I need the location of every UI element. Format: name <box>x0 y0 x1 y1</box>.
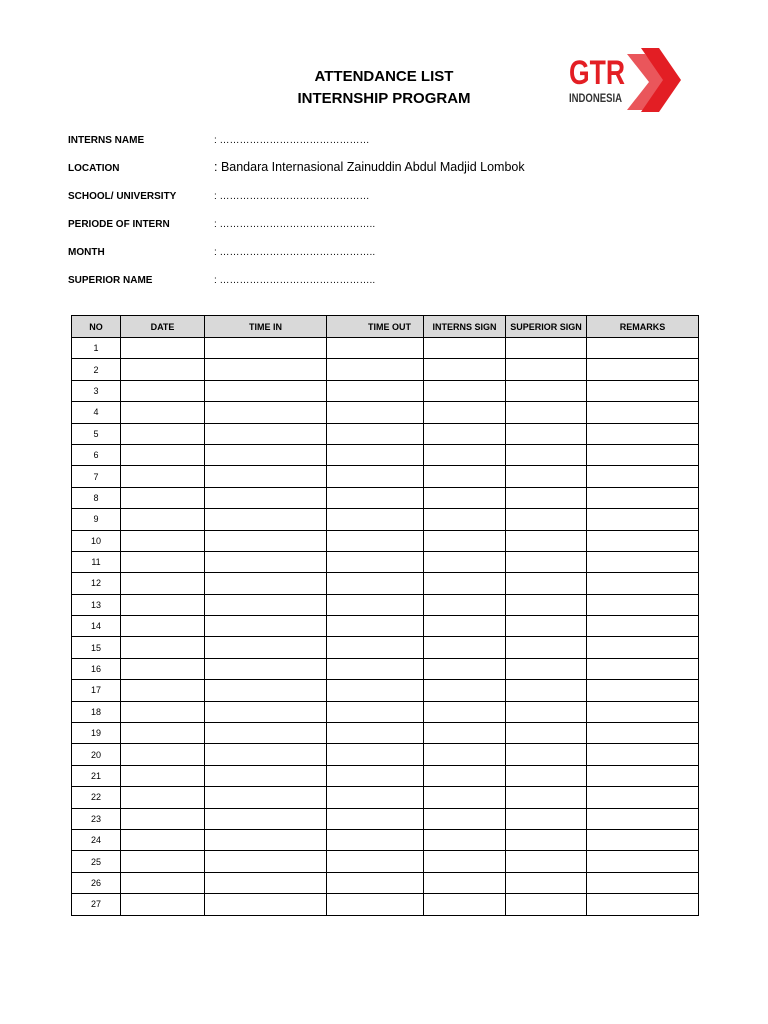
row-number: 21 <box>72 765 121 786</box>
remarks-cell[interactable] <box>587 359 699 380</box>
table-row <box>72 551 699 572</box>
field-label: INTERNS NAME <box>68 135 145 146</box>
time-in-cell[interactable] <box>205 616 327 637</box>
time-out-cell[interactable] <box>327 851 424 872</box>
remarks-cell[interactable] <box>587 423 699 444</box>
table-row <box>72 444 699 465</box>
superior-sign-cell[interactable] <box>506 594 587 615</box>
date-cell[interactable] <box>121 530 205 551</box>
row-number: 9 <box>72 509 121 530</box>
time-in-cell[interactable] <box>205 829 327 850</box>
time-out-cell[interactable] <box>327 338 424 359</box>
time-out-cell[interactable] <box>327 359 424 380</box>
superior-sign-cell[interactable] <box>506 723 587 744</box>
time-out-cell[interactable] <box>327 765 424 786</box>
interns-sign-cell[interactable] <box>424 723 506 744</box>
field-value: : ……………………………………… <box>214 135 370 146</box>
table-row <box>72 787 699 808</box>
row-number: 27 <box>72 894 121 915</box>
field-label: SUPERIOR NAME <box>68 275 153 286</box>
table-row <box>72 701 699 722</box>
remarks-cell[interactable] <box>587 487 699 508</box>
time-in-cell[interactable] <box>205 380 327 401</box>
field-value: : ……………………………………….. <box>214 275 376 286</box>
row-number: 8 <box>72 487 121 508</box>
superior-sign-cell[interactable] <box>506 487 587 508</box>
date-cell[interactable] <box>121 723 205 744</box>
date-cell[interactable] <box>121 402 205 423</box>
table-row <box>72 338 699 359</box>
time-in-cell[interactable] <box>205 466 327 487</box>
field-label: SCHOOL/ UNIVERSITY <box>68 191 177 202</box>
interns-sign-cell[interactable] <box>424 338 506 359</box>
interns-sign-cell[interactable] <box>424 509 506 530</box>
superior-sign-cell[interactable] <box>506 616 587 637</box>
row-number: 14 <box>72 616 121 637</box>
date-cell[interactable] <box>121 637 205 658</box>
time-out-cell[interactable] <box>327 872 424 893</box>
table-row <box>72 423 699 444</box>
superior-sign-cell[interactable] <box>506 808 587 829</box>
time-in-cell[interactable] <box>205 658 327 679</box>
row-number: 1 <box>72 338 121 359</box>
interns-sign-cell[interactable] <box>424 530 506 551</box>
date-cell[interactable] <box>121 423 205 444</box>
interns-sign-cell[interactable] <box>424 851 506 872</box>
row-number: 16 <box>72 658 121 679</box>
remarks-cell[interactable] <box>587 402 699 423</box>
time-in-cell[interactable] <box>205 787 327 808</box>
time-out-cell[interactable] <box>327 894 424 915</box>
row-number: 19 <box>72 723 121 744</box>
superior-sign-cell[interactable] <box>506 829 587 850</box>
superior-sign-cell[interactable] <box>506 680 587 701</box>
table-header-row <box>72 316 699 338</box>
date-cell[interactable] <box>121 380 205 401</box>
time-in-cell[interactable] <box>205 637 327 658</box>
row-number: 3 <box>72 380 121 401</box>
interns-sign-cell[interactable] <box>424 423 506 444</box>
interns-sign-cell[interactable] <box>424 444 506 465</box>
time-out-cell[interactable] <box>327 573 424 594</box>
time-in-cell[interactable] <box>205 423 327 444</box>
superior-sign-cell[interactable] <box>506 380 587 401</box>
date-cell[interactable] <box>121 616 205 637</box>
time-in-cell[interactable] <box>205 872 327 893</box>
interns-sign-cell[interactable] <box>424 894 506 915</box>
interns-sign-cell[interactable] <box>424 487 506 508</box>
table-row <box>72 509 699 530</box>
interns-sign-cell[interactable] <box>424 808 506 829</box>
superior-sign-cell[interactable] <box>506 701 587 722</box>
superior-sign-cell[interactable] <box>506 787 587 808</box>
superior-sign-cell[interactable] <box>506 423 587 444</box>
date-cell[interactable] <box>121 551 205 572</box>
time-in-cell[interactable] <box>205 551 327 572</box>
remarks-cell[interactable] <box>587 787 699 808</box>
row-number: 11 <box>72 551 121 572</box>
table-row <box>72 658 699 679</box>
time-out-cell[interactable] <box>327 637 424 658</box>
row-number: 10 <box>72 530 121 551</box>
date-cell[interactable] <box>121 744 205 765</box>
field-label: LOCATION <box>68 163 120 174</box>
table-row <box>72 402 699 423</box>
remarks-cell[interactable] <box>587 829 699 850</box>
time-out-cell[interactable] <box>327 616 424 637</box>
date-cell[interactable] <box>121 808 205 829</box>
time-out-cell[interactable] <box>327 466 424 487</box>
date-cell[interactable] <box>121 872 205 893</box>
table-row <box>72 380 699 401</box>
row-number: 2 <box>72 359 121 380</box>
interns-sign-cell[interactable] <box>424 787 506 808</box>
time-out-cell[interactable] <box>327 444 424 465</box>
row-number: 23 <box>72 808 121 829</box>
time-in-cell[interactable] <box>205 402 327 423</box>
remarks-cell[interactable] <box>587 680 699 701</box>
interns-sign-cell[interactable] <box>424 765 506 786</box>
remarks-cell[interactable] <box>587 894 699 915</box>
field-value: : ……………………………………….. <box>214 247 376 258</box>
date-cell[interactable] <box>121 573 205 594</box>
date-cell[interactable] <box>121 701 205 722</box>
remarks-cell[interactable] <box>587 509 699 530</box>
superior-sign-cell[interactable] <box>506 444 587 465</box>
time-out-cell[interactable] <box>327 594 424 615</box>
remarks-cell[interactable] <box>587 616 699 637</box>
date-cell[interactable] <box>121 338 205 359</box>
superior-sign-cell[interactable] <box>506 338 587 359</box>
remarks-cell[interactable] <box>587 872 699 893</box>
time-in-cell[interactable] <box>205 594 327 615</box>
superior-sign-cell[interactable] <box>506 872 587 893</box>
interns-sign-cell[interactable] <box>424 637 506 658</box>
table-row <box>72 637 699 658</box>
column-header-time-in: TIME IN <box>205 316 327 338</box>
time-in-cell[interactable] <box>205 701 327 722</box>
time-out-cell[interactable] <box>327 530 424 551</box>
column-header-interns-sign: INTERNS SIGN <box>424 316 506 338</box>
remarks-cell[interactable] <box>587 744 699 765</box>
date-cell[interactable] <box>121 894 205 915</box>
interns-sign-cell[interactable] <box>424 872 506 893</box>
superior-sign-cell[interactable] <box>506 637 587 658</box>
row-number: 15 <box>72 637 121 658</box>
time-in-cell[interactable] <box>205 530 327 551</box>
table-row <box>72 851 699 872</box>
column-header-date: DATE <box>121 316 205 338</box>
row-number: 13 <box>72 594 121 615</box>
logo-subtext: INDONESIA <box>569 91 623 105</box>
column-header-superior-sign: SUPERIOR SIGN <box>506 316 587 338</box>
remarks-cell[interactable] <box>587 637 699 658</box>
table-row <box>72 744 699 765</box>
table-row <box>72 487 699 508</box>
row-number: 18 <box>72 701 121 722</box>
date-cell[interactable] <box>121 851 205 872</box>
time-in-cell[interactable] <box>205 487 327 508</box>
table-row <box>72 680 699 701</box>
superior-sign-cell[interactable] <box>506 530 587 551</box>
time-out-cell[interactable] <box>327 723 424 744</box>
remarks-cell[interactable] <box>587 530 699 551</box>
time-out-cell[interactable] <box>327 808 424 829</box>
superior-sign-cell[interactable] <box>506 509 587 530</box>
superior-sign-cell[interactable] <box>506 402 587 423</box>
superior-sign-cell[interactable] <box>506 658 587 679</box>
time-out-cell[interactable] <box>327 829 424 850</box>
interns-sign-cell[interactable] <box>424 594 506 615</box>
column-header-no: NO <box>72 316 121 338</box>
attendance-table <box>71 315 699 916</box>
date-cell[interactable] <box>121 509 205 530</box>
field-value: : ……………………………………… <box>214 191 370 202</box>
row-number: 26 <box>72 872 121 893</box>
document-title: ATTENDANCE LIST <box>314 68 454 85</box>
time-out-cell[interactable] <box>327 680 424 701</box>
time-out-cell[interactable] <box>327 509 424 530</box>
remarks-cell[interactable] <box>587 765 699 786</box>
row-number: 5 <box>72 423 121 444</box>
time-out-cell[interactable] <box>327 551 424 572</box>
superior-sign-cell[interactable] <box>506 466 587 487</box>
time-in-cell[interactable] <box>205 808 327 829</box>
row-number: 25 <box>72 851 121 872</box>
time-out-cell[interactable] <box>327 744 424 765</box>
time-out-cell[interactable] <box>327 402 424 423</box>
remarks-cell[interactable] <box>587 723 699 744</box>
superior-sign-cell[interactable] <box>506 744 587 765</box>
interns-sign-cell[interactable] <box>424 402 506 423</box>
remarks-cell[interactable] <box>587 380 699 401</box>
time-out-cell[interactable] <box>327 658 424 679</box>
table-row <box>72 530 699 551</box>
remarks-cell[interactable] <box>587 701 699 722</box>
field-value: : Bandara Internasional Zainuddin Abdul Madjid Lombok <box>214 160 525 174</box>
row-number: 7 <box>72 466 121 487</box>
superior-sign-cell[interactable] <box>506 851 587 872</box>
superior-sign-cell[interactable] <box>506 765 587 786</box>
table-row <box>72 723 699 744</box>
table-row <box>72 616 699 637</box>
interns-sign-cell[interactable] <box>424 551 506 572</box>
time-out-cell[interactable] <box>327 701 424 722</box>
time-in-cell[interactable] <box>205 509 327 530</box>
table-row <box>72 573 699 594</box>
column-header-time-out: TIME OUT <box>327 316 424 338</box>
date-cell[interactable] <box>121 444 205 465</box>
remarks-cell[interactable] <box>587 808 699 829</box>
time-in-cell[interactable] <box>205 744 327 765</box>
superior-sign-cell[interactable] <box>506 359 587 380</box>
table-row <box>72 894 699 915</box>
row-number: 6 <box>72 444 121 465</box>
date-cell[interactable] <box>121 680 205 701</box>
date-cell[interactable] <box>121 359 205 380</box>
row-number: 17 <box>72 680 121 701</box>
date-cell[interactable] <box>121 787 205 808</box>
remarks-cell[interactable] <box>587 594 699 615</box>
interns-sign-cell[interactable] <box>424 616 506 637</box>
interns-sign-cell[interactable] <box>424 701 506 722</box>
time-in-cell[interactable] <box>205 359 327 380</box>
row-number: 20 <box>72 744 121 765</box>
table-row <box>72 359 699 380</box>
table-row <box>72 594 699 615</box>
date-cell[interactable] <box>121 829 205 850</box>
time-in-cell[interactable] <box>205 680 327 701</box>
interns-sign-cell[interactable] <box>424 680 506 701</box>
remarks-cell[interactable] <box>587 551 699 572</box>
time-out-cell[interactable] <box>327 380 424 401</box>
time-out-cell[interactable] <box>327 787 424 808</box>
interns-sign-cell[interactable] <box>424 466 506 487</box>
row-number: 24 <box>72 829 121 850</box>
table-row <box>72 765 699 786</box>
column-header-remarks: REMARKS <box>587 316 699 338</box>
gtr-indonesia-logo <box>567 46 683 118</box>
interns-sign-cell[interactable] <box>424 359 506 380</box>
row-number: 4 <box>72 402 121 423</box>
time-in-cell[interactable] <box>205 765 327 786</box>
time-in-cell[interactable] <box>205 723 327 744</box>
remarks-cell[interactable] <box>587 338 699 359</box>
table-row <box>72 466 699 487</box>
field-label: MONTH <box>68 247 105 258</box>
time-in-cell[interactable] <box>205 444 327 465</box>
row-number: 12 <box>72 573 121 594</box>
time-in-cell[interactable] <box>205 894 327 915</box>
remarks-cell[interactable] <box>587 851 699 872</box>
table-row <box>72 829 699 850</box>
superior-sign-cell[interactable] <box>506 894 587 915</box>
superior-sign-cell[interactable] <box>506 573 587 594</box>
date-cell[interactable] <box>121 765 205 786</box>
table-row <box>72 808 699 829</box>
date-cell[interactable] <box>121 466 205 487</box>
interns-sign-cell[interactable] <box>424 829 506 850</box>
time-out-cell[interactable] <box>327 487 424 508</box>
date-cell[interactable] <box>121 658 205 679</box>
superior-sign-cell[interactable] <box>506 551 587 572</box>
time-in-cell[interactable] <box>205 338 327 359</box>
logo-text: GTR <box>569 54 625 92</box>
time-out-cell[interactable] <box>327 423 424 444</box>
remarks-cell[interactable] <box>587 444 699 465</box>
interns-sign-cell[interactable] <box>424 380 506 401</box>
interns-sign-cell[interactable] <box>424 658 506 679</box>
remarks-cell[interactable] <box>587 573 699 594</box>
field-label: PERIODE OF INTERN <box>68 219 170 230</box>
time-in-cell[interactable] <box>205 851 327 872</box>
time-in-cell[interactable] <box>205 573 327 594</box>
document-subtitle: INTERNSHIP PROGRAM <box>297 90 471 107</box>
remarks-cell[interactable] <box>587 658 699 679</box>
interns-sign-cell[interactable] <box>424 573 506 594</box>
field-value: : ……………………………………….. <box>214 219 376 230</box>
date-cell[interactable] <box>121 487 205 508</box>
interns-sign-cell[interactable] <box>424 744 506 765</box>
table-row <box>72 872 699 893</box>
remarks-cell[interactable] <box>587 466 699 487</box>
row-number: 22 <box>72 787 121 808</box>
date-cell[interactable] <box>121 594 205 615</box>
